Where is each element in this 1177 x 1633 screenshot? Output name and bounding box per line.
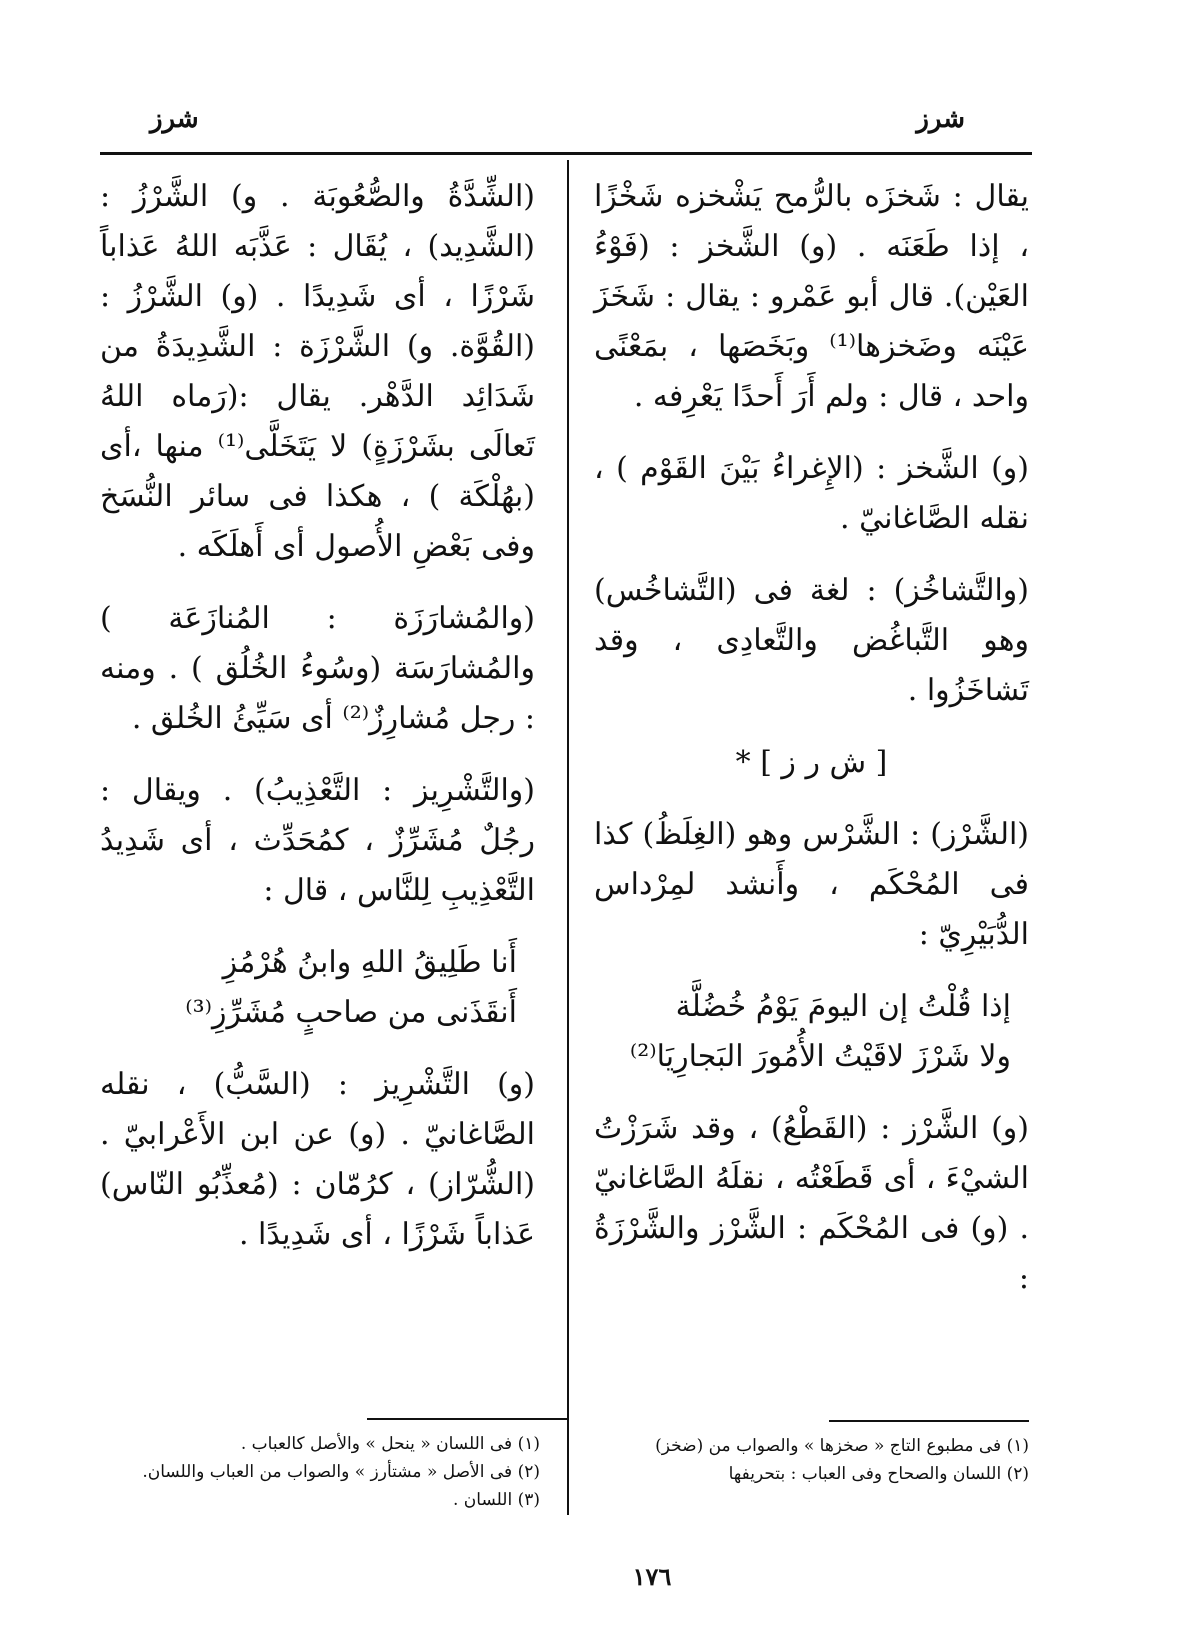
entry-paragraph: (والمُشارَزَة : المُنازَعَة ) والمُشارَسَة (وسُوءُ الخُلُق ) . ومنه : رجل مُشارِزٌ⁽²⁾ أى سَيِّئُ الخُلق . <box>100 601 535 736</box>
entry-paragraph: (والتَّشاخُز) : لغة فى (التَّشاخُس) وهو التَّباغُض والتَّعادِى ، وقد تَشاخَزُوا . <box>594 573 1029 708</box>
entry-heading: [ ش ر ز ] * <box>735 745 888 780</box>
footnote: (١) فى اللسان « ينحل » والأصل كالعباب . <box>240 1434 540 1454</box>
poetry-verse <box>594 982 1029 1082</box>
entry-paragraph: (و) الشَّخز : (الإِغراءُ بَيْنَ القَوْم ) ، نقله الصَّاغانيّ . <box>594 451 1029 536</box>
verse-line: أَنقَذَنى من صاحبٍ مُشَرِّزِ⁽³⁾ <box>185 995 517 1030</box>
poetry-verse <box>100 938 535 1038</box>
running-head-right: شرز <box>916 104 965 134</box>
entry-paragraph: (الشِّدَّةُ والصُّعُوبَة . و) الشَّرْزُ : (الشَّدِيد) ، يُقَال : عَذَّبَه اللهُ عَذاباً شَرْزًا ، أى شَدِيدًا . (و) الشَّرْزُ : (القُوَّة. و) الشَّرْزَة : الشَّدِيدَةُ من شَدَائِد الدَّهْر. يقال :(رَماه اللهُ تَعالَى بشَرْزَةٍ) لا يَتَخَلَّى⁽¹⁾ منها ،أى (بهُلْكَة ) ، هكذا فى سائر النُّسَخ وفى بَعْضِ الأُصول أى أَهلَكَه . <box>100 179 535 564</box>
footnote: (٢) فى الأصل « مشتأرز » والصواب من العباب واللسان. <box>142 1462 540 1482</box>
entry-paragraph: (والتَّشْرِيز : التَّعْذِيبُ) . ويقال : رجُلٌ مُشَرِّزٌ ، كمُحَدِّث ، أى شَدِيدُ التَّعْذِيبِ لِلنَّاس ، قال : <box>100 773 535 908</box>
left-column <box>100 172 535 1282</box>
right-column <box>594 172 1029 1326</box>
footnotes-right <box>589 1432 1029 1488</box>
page-number: ١٧٦ <box>632 1562 672 1591</box>
entry-paragraph: يقال : شَخزَه بالرُّمح يَشْخزه شَخْزًا ، إذا طَعَنَه . (و) الشَّخز : (فَوْءُ العَيْن). قال أبو عَمْرو : يقال : شَخَزَ عَيْنَه وضَخزها⁽¹⁾ وبَخَصَها ، بمَعْنًى واحد ، قال : ولم أَرَ أَحدًا يَعْرِفه . <box>594 179 1029 414</box>
column-divider <box>567 160 569 1515</box>
footnotes-left <box>100 1430 540 1514</box>
footnote-rule-right <box>829 1420 1029 1422</box>
entry-paragraph: (الشَّرْز) : الشَّرْس وهو (الغِلَظُ) كذا فى المُحْكَم ، وأَنشد لمِرْداس الدُّبَيْرِيّ : <box>594 817 1029 952</box>
footnote-rule-left <box>367 1418 567 1420</box>
verse-line: أَنا طَلِيقُ اللهِ وابنُ هُرْمُزِ <box>222 945 517 980</box>
entry-paragraph: (و) التَّشْرِيز : (السَّبُّ) ، نقله الصَّاغانيّ . (و) عن ابن الأَعْرابيّ . (الشُّرّاز) ، كرُمّان : (مُعذِّبُو النّاس) عَذاباً شَرْزًا ، أى شَدِيدًا . <box>100 1067 535 1252</box>
footnote: (٢) اللسان والصحاح وفى العباب : بتحريفها <box>728 1464 1029 1484</box>
header-rule <box>100 152 1032 155</box>
footnote: (١) فى مطبوع التاج « صخزها » والصواب من (ضخز) <box>655 1436 1029 1456</box>
verse-line: إذا قُلْتُ إن اليومَ يَوْمُ خُضُلَّة <box>675 989 1011 1024</box>
verse-line: ولا شَرْزَ لاقَيْتُ الأُمُورَ البَجارِيَا⁽²⁾ <box>629 1039 1011 1074</box>
entry-paragraph: (و) الشَّرْز : (القَطْعُ) ، وقد شَرَزْتُ الشيْءَ ، أى قَطَعْتُه ، نقلَهُ الصَّاغانيّ . (و) فى المُحْكَم : الشَّرْز والشَّرْزَةُ : <box>594 1111 1029 1296</box>
running-head-left: شرز <box>150 104 199 134</box>
footnote: (٣) اللسان . <box>453 1490 540 1510</box>
